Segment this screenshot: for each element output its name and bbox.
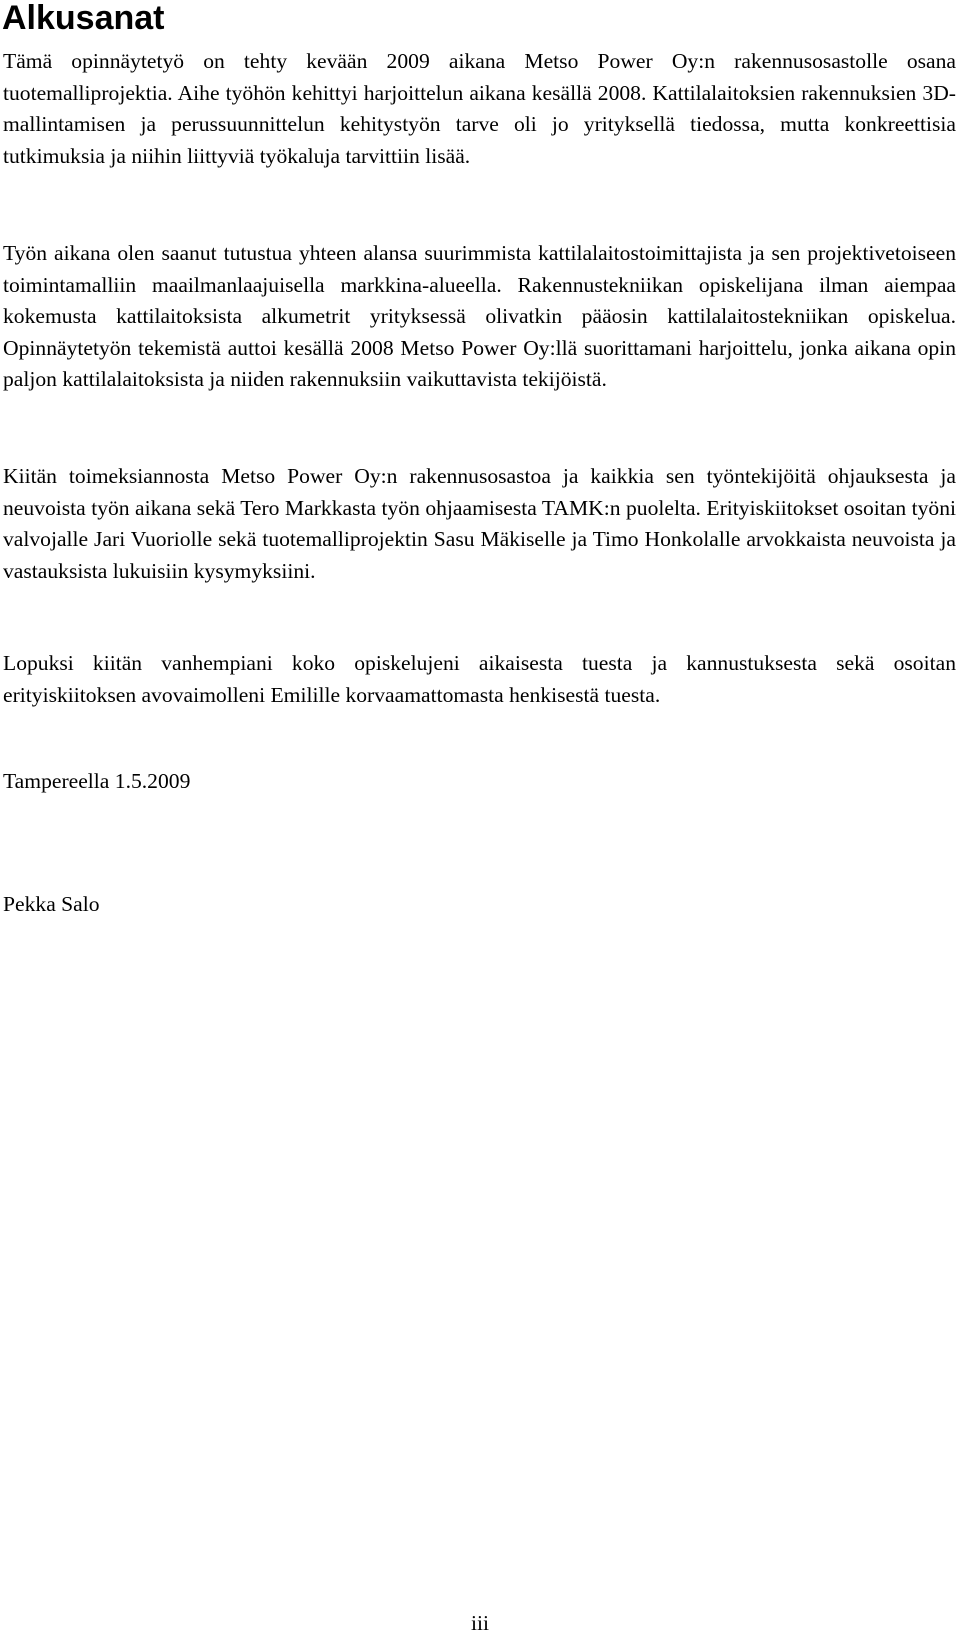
place-and-date: Tampereella 1.5.2009	[3, 769, 191, 793]
paragraph-closing-thanks: Lopuksi kiitän vanhempiani koko opiskelujeni aikaisesta tuesta ja kannustuksesta sekä osoitan erityiskiitoksen avovaimolleni Emilille korvaamattomasta henkisestä tuesta.	[3, 651, 956, 707]
paragraph-experience: Työn aikana olen saanut tutustua yhteen alansa suurimmista kattilalaitostoimittajista ja sen projektivetoiseen toimintamalliin maailmanlaajuisella markkina-alueella. Rakennustekniikan opiskelijana ilman aiempaa kokemusta kattilaitoksista alkumetrit yrityksessä olivatkin pääosin kattilalaitostekniikan opiskelua. Opinnäytetyön tekemistä auttoi kesällä 2008 Metso Power Oy:llä suorittamani harjoittelu, jonka aikana opin paljon kattilalaitoksista ja niiden rakennuksiin vaikuttavista tekijöistä.	[3, 241, 956, 391]
paragraph-intro: Tämä opinnäytetyö on tehty kevään 2009 aikana Metso Power Oy:n rakennusosastolle osana tuotemalliprojektia. Aihe työhön kehittyi harjoittelun aikana kesällä 2008. Kattilalaitoksien rakennuksien 3D-mallintamisen ja perussuunnittelun kehitystyön tarve oli jo yrityksellä tiedossa, mutta konkreettisia tutkimuksia ja niihin liittyviä työkaluja tarvittiin lisää.	[3, 49, 956, 168]
paragraph-acknowledgements: Kiitän toimeksiannosta Metso Power Oy:n rakennusosastoa ja kaikkia sen työntekijöitä ohjauksesta ja neuvoista työn aikana sekä Tero Markkasta työn ohjaamisesta TAMK:n puolelta. Erityiskiitokset osoitan työni valvojalle Jari Vuoriolle sekä tuotemalliprojektin Sasu Mäkiselle ja Timo Honkolalle arvokkaista neuvoista ja vastauksista lukuisiin kysymyksiini.	[3, 464, 956, 583]
author-signature: Pekka Salo	[3, 892, 100, 916]
page-number: iii	[471, 1611, 489, 1635]
section-heading: Alkusanat	[2, 0, 165, 37]
